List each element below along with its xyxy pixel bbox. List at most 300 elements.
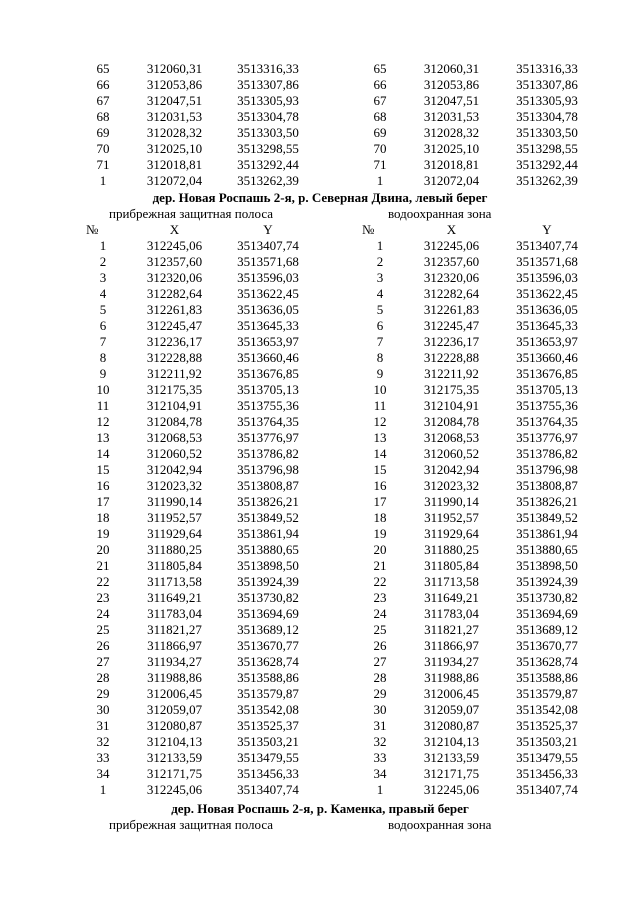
x-coordinate: 312133,59 [146, 750, 203, 765]
left-zone-label: прибрежная защитная полоса [109, 817, 274, 832]
y-coordinate: 3513849,52 [237, 510, 299, 525]
x-coordinate: 311990,14 [147, 494, 202, 509]
table-row [0, 382, 640, 398]
point-number: 10 [373, 382, 387, 397]
y-coordinate: 3513645,33 [237, 318, 299, 333]
y-coordinate: 3513298,55 [516, 141, 578, 156]
y-coordinate: 3513579,87 [516, 686, 578, 701]
y-coordinate: 3513730,82 [237, 590, 299, 605]
point-number: 11 [373, 398, 387, 413]
point-number: 19 [96, 526, 110, 541]
y-coordinate: 3513880,65 [237, 542, 299, 557]
point-number: 68 [96, 109, 110, 124]
point-number: 17 [96, 494, 110, 509]
point-number: 26 [96, 638, 110, 653]
table-row [0, 574, 640, 590]
point-number: 2 [376, 254, 384, 269]
table-row [0, 109, 640, 125]
header-x: X [169, 222, 180, 237]
y-coordinate: 3513307,86 [237, 77, 299, 92]
y-coordinate: 3513596,03 [237, 270, 299, 285]
y-coordinate: 3513636,05 [237, 302, 299, 317]
y-coordinate: 3513262,39 [237, 173, 299, 188]
y-coordinate: 3513479,55 [237, 750, 299, 765]
y-coordinate: 3513660,46 [516, 350, 578, 365]
x-coordinate: 312006,45 [423, 686, 480, 701]
table-row [0, 462, 640, 478]
point-number: 6 [376, 318, 384, 333]
x-coordinate: 312060,52 [423, 446, 480, 461]
y-coordinate: 3513628,74 [516, 654, 578, 669]
point-number: 33 [373, 750, 387, 765]
y-coordinate: 3513786,82 [516, 446, 578, 461]
y-coordinate: 3513305,93 [237, 93, 299, 108]
point-number: 20 [373, 542, 387, 557]
y-coordinate: 3513898,50 [516, 558, 578, 573]
header-number: № [86, 222, 99, 237]
table-row [0, 350, 640, 366]
point-number: 21 [96, 558, 110, 573]
x-coordinate: 311821,27 [424, 622, 479, 637]
x-coordinate: 312068,53 [423, 430, 480, 445]
x-coordinate: 312282,64 [423, 286, 480, 301]
x-coordinate: 312245,06 [423, 238, 480, 253]
point-number: 1 [376, 782, 384, 797]
y-coordinate: 3513660,46 [237, 350, 299, 365]
y-coordinate: 3513307,86 [516, 77, 578, 92]
point-number: 65 [373, 61, 387, 76]
point-number: 22 [96, 574, 110, 589]
point-number: 23 [373, 590, 387, 605]
point-number: 1 [99, 782, 107, 797]
y-coordinate: 3513588,86 [516, 670, 578, 685]
y-coordinate: 3513292,44 [516, 157, 578, 172]
point-number: 25 [96, 622, 110, 637]
x-coordinate: 312072,04 [146, 173, 203, 188]
x-coordinate: 312084,78 [423, 414, 480, 429]
point-number: 3 [376, 270, 384, 285]
table-row [0, 494, 640, 510]
x-coordinate: 312245,47 [146, 318, 203, 333]
x-coordinate: 312228,88 [146, 350, 203, 365]
point-number: 8 [376, 350, 384, 365]
point-number: 5 [99, 302, 107, 317]
point-number: 8 [99, 350, 107, 365]
x-coordinate: 312236,17 [146, 334, 203, 349]
y-coordinate: 3513786,82 [237, 446, 299, 461]
y-coordinate: 3513479,55 [516, 750, 578, 765]
point-number: 32 [96, 734, 110, 749]
x-coordinate: 312357,60 [146, 254, 203, 269]
table-row [0, 638, 640, 654]
y-coordinate: 3513542,08 [516, 702, 578, 717]
y-coordinate: 3513407,74 [237, 238, 299, 253]
y-coordinate: 3513571,68 [516, 254, 578, 269]
point-number: 29 [96, 686, 110, 701]
point-number: 16 [96, 478, 110, 493]
point-number: 4 [99, 286, 107, 301]
x-coordinate: 311783,04 [147, 606, 202, 621]
y-coordinate: 3513689,12 [237, 622, 299, 637]
x-coordinate: 312104,13 [423, 734, 480, 749]
point-number: 67 [96, 93, 110, 108]
table-row [0, 77, 640, 93]
point-number: 15 [96, 462, 110, 477]
y-coordinate: 3513622,45 [516, 286, 578, 301]
table-row [0, 590, 640, 606]
y-coordinate: 3513636,05 [516, 302, 578, 317]
x-coordinate: 312053,86 [423, 77, 480, 92]
point-number: 7 [99, 334, 107, 349]
point-number: 33 [96, 750, 110, 765]
table-row [0, 510, 640, 526]
table-row [0, 254, 640, 270]
x-coordinate: 312059,07 [146, 702, 203, 717]
x-coordinate: 311805,84 [147, 558, 202, 573]
y-coordinate: 3513670,77 [516, 638, 578, 653]
table-row [0, 558, 640, 574]
x-coordinate: 311952,57 [424, 510, 479, 525]
header-number: № [362, 222, 375, 237]
y-coordinate: 3513880,65 [516, 542, 578, 557]
table-row [0, 686, 640, 702]
header-y: Y [263, 222, 273, 237]
x-coordinate: 312023,32 [146, 478, 203, 493]
point-number: 31 [373, 718, 387, 733]
x-coordinate: 311880,25 [424, 542, 479, 557]
point-number: 12 [96, 414, 110, 429]
x-coordinate: 311934,27 [147, 654, 202, 669]
x-coordinate: 312006,45 [146, 686, 203, 701]
header-x: X [446, 222, 457, 237]
x-coordinate: 312028,32 [423, 125, 480, 140]
y-coordinate: 3513407,74 [516, 238, 578, 253]
table-row [0, 542, 640, 558]
table-row [0, 318, 640, 334]
y-coordinate: 3513542,08 [237, 702, 299, 717]
y-coordinate: 3513645,33 [516, 318, 578, 333]
y-coordinate: 3513755,36 [516, 398, 578, 413]
table-row [0, 670, 640, 686]
y-coordinate: 3513808,87 [237, 478, 299, 493]
point-number: 14 [96, 446, 110, 461]
x-coordinate: 312104,91 [423, 398, 480, 413]
y-coordinate: 3513694,69 [516, 606, 578, 621]
y-coordinate: 3513628,74 [237, 654, 299, 669]
y-coordinate: 3513304,78 [516, 109, 578, 124]
x-coordinate: 311649,21 [147, 590, 202, 605]
point-number: 71 [96, 157, 110, 172]
y-coordinate: 3513694,69 [237, 606, 299, 621]
y-coordinate: 3513653,97 [516, 334, 578, 349]
table-row [0, 654, 640, 670]
x-coordinate: 311934,27 [424, 654, 479, 669]
y-coordinate: 3513292,44 [237, 157, 299, 172]
table-row [0, 526, 640, 542]
table-row [0, 734, 640, 750]
x-coordinate: 312053,86 [146, 77, 203, 92]
x-coordinate: 311929,64 [424, 526, 479, 541]
point-number: 66 [373, 77, 387, 92]
table-row [0, 606, 640, 622]
point-number: 24 [96, 606, 110, 621]
table-row [0, 334, 640, 350]
y-coordinate: 3513826,21 [516, 494, 578, 509]
x-coordinate: 312060,31 [423, 61, 480, 76]
point-number: 1 [99, 173, 107, 188]
y-coordinate: 3513653,97 [237, 334, 299, 349]
x-coordinate: 312025,10 [423, 141, 480, 156]
x-coordinate: 311783,04 [424, 606, 479, 621]
point-number: 2 [99, 254, 107, 269]
point-number: 7 [376, 334, 384, 349]
x-coordinate: 312018,81 [423, 157, 480, 172]
header-y: Y [542, 222, 552, 237]
x-coordinate: 312060,52 [146, 446, 203, 461]
y-coordinate: 3513316,33 [516, 61, 578, 76]
y-coordinate: 3513924,39 [237, 574, 299, 589]
point-number: 30 [96, 702, 110, 717]
y-coordinate: 3513826,21 [237, 494, 299, 509]
y-coordinate: 3513503,21 [516, 734, 578, 749]
point-number: 70 [373, 141, 387, 156]
x-coordinate: 312042,94 [423, 462, 480, 477]
x-coordinate: 311988,86 [424, 670, 479, 685]
x-coordinate: 312133,59 [423, 750, 480, 765]
x-coordinate: 312261,83 [146, 302, 203, 317]
y-coordinate: 3513755,36 [237, 398, 299, 413]
point-number: 12 [373, 414, 387, 429]
table-row [0, 173, 640, 189]
point-number: 66 [96, 77, 110, 92]
table-row [0, 446, 640, 462]
table-row [0, 61, 640, 77]
y-coordinate: 3513808,87 [516, 478, 578, 493]
y-coordinate: 3513305,93 [516, 93, 578, 108]
point-number: 24 [373, 606, 387, 621]
x-coordinate: 312068,53 [146, 430, 203, 445]
y-coordinate: 3513303,50 [516, 125, 578, 140]
x-coordinate: 312245,06 [146, 782, 203, 797]
x-coordinate: 312080,87 [423, 718, 480, 733]
x-coordinate: 311713,58 [147, 574, 202, 589]
x-coordinate: 312320,06 [146, 270, 203, 285]
point-number: 71 [373, 157, 387, 172]
x-coordinate: 312236,17 [423, 334, 480, 349]
y-coordinate: 3513898,50 [237, 558, 299, 573]
y-coordinate: 3513705,13 [516, 382, 578, 397]
table-row [0, 414, 640, 430]
x-coordinate: 311821,27 [147, 622, 202, 637]
x-coordinate: 312084,78 [146, 414, 203, 429]
table-header [0, 222, 640, 238]
x-coordinate: 312023,32 [423, 478, 480, 493]
point-number: 23 [96, 590, 110, 605]
y-coordinate: 3513764,35 [237, 414, 299, 429]
x-coordinate: 312245,47 [423, 318, 480, 333]
x-coordinate: 312104,91 [146, 398, 203, 413]
x-coordinate: 311866,97 [424, 638, 479, 653]
y-coordinate: 3513503,21 [237, 734, 299, 749]
point-number: 6 [99, 318, 107, 333]
point-number: 18 [373, 510, 387, 525]
point-number: 1 [99, 238, 107, 253]
point-number: 13 [373, 430, 387, 445]
point-number: 1 [376, 238, 384, 253]
x-coordinate: 312060,31 [146, 61, 203, 76]
x-coordinate: 311990,14 [424, 494, 479, 509]
x-coordinate: 312261,83 [423, 302, 480, 317]
x-coordinate: 312228,88 [423, 350, 480, 365]
point-number: 65 [96, 61, 110, 76]
table-row [0, 302, 640, 318]
point-number: 31 [96, 718, 110, 733]
point-number: 32 [373, 734, 387, 749]
point-number: 17 [373, 494, 387, 509]
y-coordinate: 3513303,50 [237, 125, 299, 140]
table-row [0, 766, 640, 782]
x-coordinate: 312028,32 [146, 125, 203, 140]
x-coordinate: 312042,94 [146, 462, 203, 477]
x-coordinate: 312059,07 [423, 702, 480, 717]
point-number: 25 [373, 622, 387, 637]
y-coordinate: 3513262,39 [516, 173, 578, 188]
x-coordinate: 312211,92 [424, 366, 479, 381]
x-coordinate: 312175,35 [146, 382, 203, 397]
point-number: 14 [373, 446, 387, 461]
x-coordinate: 312080,87 [146, 718, 203, 733]
y-coordinate: 3513796,98 [237, 462, 299, 477]
y-coordinate: 3513776,97 [516, 430, 578, 445]
x-coordinate: 312320,06 [423, 270, 480, 285]
y-coordinate: 3513571,68 [237, 254, 299, 269]
point-number: 10 [96, 382, 110, 397]
x-coordinate: 311952,57 [147, 510, 202, 525]
table-row [0, 398, 640, 414]
point-number: 20 [96, 542, 110, 557]
y-coordinate: 3513924,39 [516, 574, 578, 589]
y-coordinate: 3513764,35 [516, 414, 578, 429]
point-number: 69 [96, 125, 110, 140]
y-coordinate: 3513730,82 [516, 590, 578, 605]
y-coordinate: 3513622,45 [237, 286, 299, 301]
y-coordinate: 3513407,74 [516, 782, 578, 797]
y-coordinate: 3513705,13 [237, 382, 299, 397]
y-coordinate: 3513525,37 [237, 718, 299, 733]
table-row [0, 750, 640, 766]
table-row [0, 157, 640, 173]
point-number: 21 [373, 558, 387, 573]
y-coordinate: 3513676,85 [516, 366, 578, 381]
x-coordinate: 312171,75 [423, 766, 480, 781]
table-row [0, 93, 640, 109]
y-coordinate: 3513676,85 [237, 366, 299, 381]
point-number: 11 [96, 398, 110, 413]
x-coordinate: 312245,06 [146, 238, 203, 253]
x-coordinate: 312357,60 [423, 254, 480, 269]
point-number: 19 [373, 526, 387, 541]
x-coordinate: 312031,53 [146, 109, 203, 124]
table-row [0, 718, 640, 734]
point-number: 9 [376, 366, 384, 381]
point-number: 4 [376, 286, 384, 301]
point-number: 30 [373, 702, 387, 717]
left-zone-label: прибрежная защитная полоса [109, 206, 274, 221]
table-row [0, 430, 640, 446]
y-coordinate: 3513456,33 [516, 766, 578, 781]
x-coordinate: 311649,21 [424, 590, 479, 605]
point-number: 67 [373, 93, 387, 108]
table-row [0, 141, 640, 157]
x-coordinate: 312018,81 [146, 157, 203, 172]
y-coordinate: 3513861,94 [516, 526, 578, 541]
point-number: 28 [96, 670, 110, 685]
y-coordinate: 3513407,74 [237, 782, 299, 797]
point-number: 26 [373, 638, 387, 653]
x-coordinate: 312025,10 [146, 141, 203, 156]
y-coordinate: 3513316,33 [237, 61, 299, 76]
table-row [0, 125, 640, 141]
point-number: 27 [96, 654, 110, 669]
y-coordinate: 3513304,78 [237, 109, 299, 124]
x-coordinate: 312047,51 [146, 93, 203, 108]
point-number: 13 [96, 430, 110, 445]
x-coordinate: 312031,53 [423, 109, 480, 124]
x-coordinate: 312175,35 [423, 382, 480, 397]
x-coordinate: 311929,64 [147, 526, 202, 541]
point-number: 70 [96, 141, 110, 156]
point-number: 18 [96, 510, 110, 525]
table-row [0, 286, 640, 302]
x-coordinate: 311880,25 [147, 542, 202, 557]
x-coordinate: 311805,84 [424, 558, 479, 573]
y-coordinate: 3513861,94 [237, 526, 299, 541]
table-row [0, 622, 640, 638]
x-coordinate: 311866,97 [147, 638, 202, 653]
point-number: 27 [373, 654, 387, 669]
x-coordinate: 312245,06 [423, 782, 480, 797]
y-coordinate: 3513849,52 [516, 510, 578, 525]
point-number: 9 [99, 366, 107, 381]
x-coordinate: 312104,13 [146, 734, 203, 749]
x-coordinate: 312211,92 [147, 366, 202, 381]
y-coordinate: 3513596,03 [516, 270, 578, 285]
x-coordinate: 312047,51 [423, 93, 480, 108]
point-number: 69 [373, 125, 387, 140]
point-number: 3 [99, 270, 107, 285]
y-coordinate: 3513579,87 [237, 686, 299, 701]
y-coordinate: 3513588,86 [237, 670, 299, 685]
y-coordinate: 3513525,37 [516, 718, 578, 733]
y-coordinate: 3513670,77 [237, 638, 299, 653]
point-number: 29 [373, 686, 387, 701]
x-coordinate: 311713,58 [424, 574, 479, 589]
y-coordinate: 3513796,98 [516, 462, 578, 477]
point-number: 5 [376, 302, 384, 317]
y-coordinate: 3513689,12 [516, 622, 578, 637]
table-row [0, 782, 640, 798]
point-number: 68 [373, 109, 387, 124]
point-number: 34 [373, 766, 387, 781]
section-title-kamenka: дер. Новая Роспашь 2-я, р. Каменка, правый берег [171, 801, 469, 816]
x-coordinate: 311988,86 [147, 670, 202, 685]
x-coordinate: 312171,75 [146, 766, 203, 781]
table-row [0, 270, 640, 286]
table-row [0, 702, 640, 718]
x-coordinate: 312282,64 [146, 286, 203, 301]
point-number: 15 [373, 462, 387, 477]
table-row [0, 366, 640, 382]
